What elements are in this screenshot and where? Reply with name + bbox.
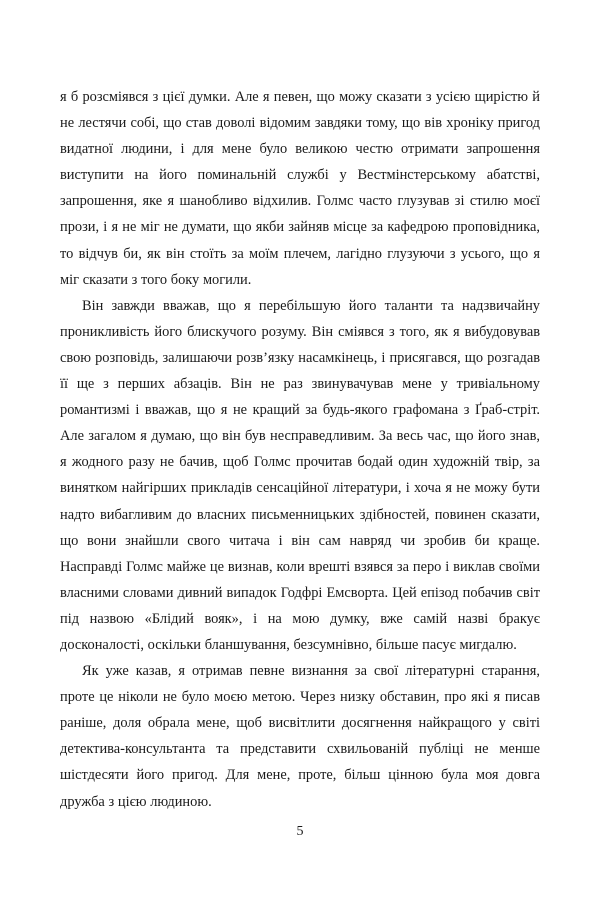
page-number: 5 <box>296 824 304 839</box>
paragraph: я б розсміявся з цієї думки. Але я певен, що можу сказати з усією щирістю й не лестячи собі, що став доволі відомим завдяки тому, що вів хроніку пригод видатної людини, і для мене було великою честю отримати запрошення виступити на його поминальній службі у Вестмінстерському абатстві, запрошення, яке я шанобливо відхилив. Голмс часто глузував зі стилю моєї прози, і я не міг не думати, що якби зайняв місце за кафедрою проповідника, то відчув би, як він стоїть за моїм плечем, лагідно глузуючи з усього, що я міг сказати з того боку могили. <box>60 89 540 288</box>
paragraph: Він завжди вважав, що я перебільшую його таланти та надзвичайну проникливість його блискучого розуму. Він сміявся з того, як я вибудовував свою розповідь, залишаючи розв’язку насамкінець, і присягався, що розгадав її ще з перших абзаців. Він не раз звинувачував мене у тривіальному романтизмі і вважав, що я не кращий за будь-якого графомана з Ґраб-стріт. Але загалом я думаю, що він був несправедливим. За весь час, що його знав, я жодного разу не бачив, щоб Голмс прочитав бодай один художній твір, за винятком найгірших прикладів сенсаційної літератури, і хоча я не можу бути надто вибагливим до власних письменницьких здібностей, повинен сказати, що вони знайшли свого читача і він сам навряд чи зробив би краще. Насправді Голмс майже це визнав, коли врешті взявся за перо і виклав своїми власними словами дивний випадок Годфрі Емсворта. Цей епізод побачив світ під назвою «Блідий вояк», і на мою думку, вже самій назві бракує досконалості, оскільки бланшування, безсумнівно, більше пасує мигдалю. <box>60 297 540 653</box>
paragraph: Як уже казав, я отримав певне визнання за свої літературні старання, проте це ніколи не було моєю метою. Через низку обставин, про які я писав раніше, доля обрала мене, щоб висвітлити досягнення найкращого у світі детектива-консультанта та представити схвильованій публіці не менше шістдесяти його пригод. Для мене, проте, більш цінною була моя довга дружба з цією людиною. <box>60 663 540 810</box>
page-body-text <box>60 84 540 815</box>
